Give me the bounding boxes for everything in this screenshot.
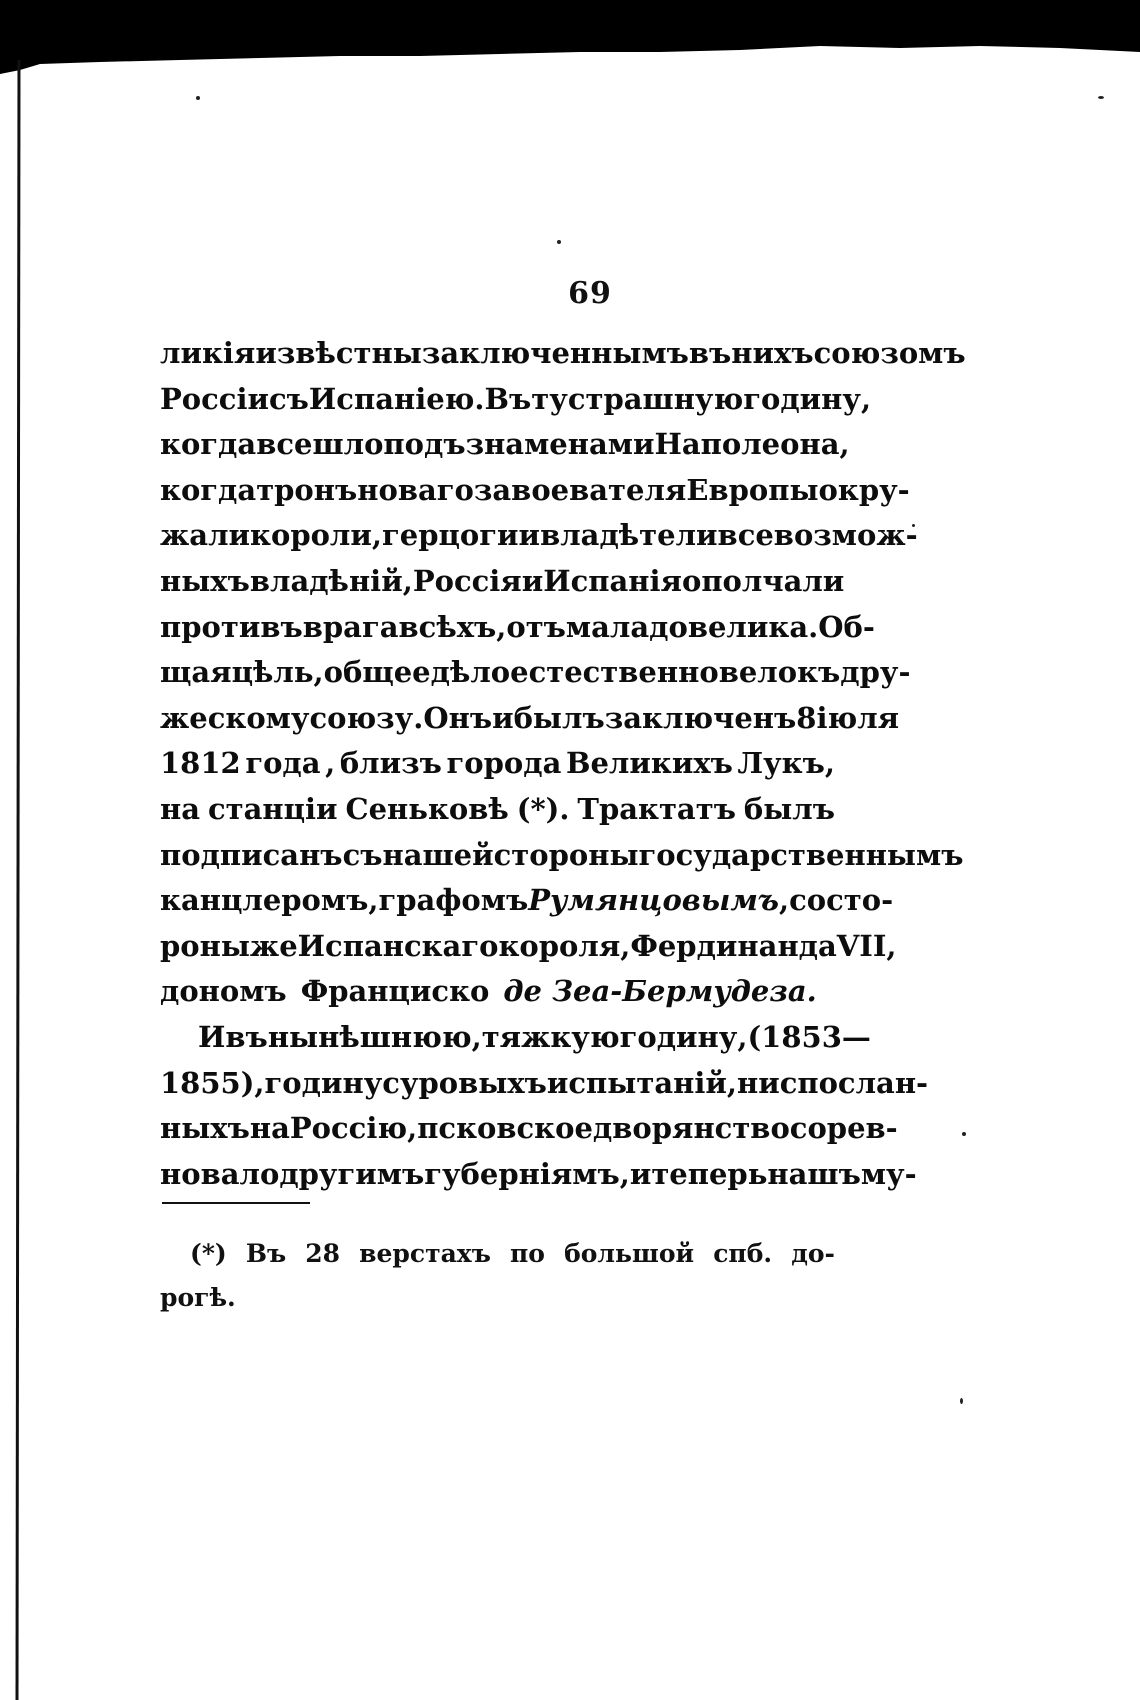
word: псковское: [417, 1111, 593, 1146]
word: отъ: [506, 609, 566, 644]
word: мала: [565, 609, 650, 644]
word: до-: [791, 1239, 835, 1268]
word: Въ: [245, 1239, 287, 1268]
footnote-line: [160, 1276, 835, 1320]
word: испытаній,: [546, 1065, 737, 1100]
word: знаменами: [465, 427, 655, 462]
word: 1812: [160, 746, 241, 781]
scan-speck: [1098, 96, 1104, 99]
word: ликія: [160, 336, 256, 370]
word: му-: [860, 1156, 917, 1191]
word: на: [160, 791, 201, 826]
word: врага: [302, 609, 399, 644]
word: къ: [797, 655, 841, 690]
text-line: [160, 1061, 929, 1107]
word: союзомъ: [813, 336, 966, 370]
word: страшную: [567, 381, 744, 416]
text-line: [160, 1152, 917, 1198]
word: верстахъ: [359, 1239, 491, 1268]
word: тяжкую: [481, 1019, 620, 1054]
text-line: [160, 833, 964, 879]
word: спб.: [713, 1239, 773, 1268]
word: годину,: [619, 1019, 748, 1054]
word: вело: [718, 655, 798, 690]
word: суровыхъ: [382, 1065, 547, 1100]
scan-speck: [196, 96, 200, 100]
word: цѣль,: [231, 655, 324, 690]
scan-speck: [960, 1398, 963, 1404]
word: Испанія: [543, 563, 682, 598]
word: Испанскаго: [297, 928, 499, 963]
word: новаго: [357, 472, 474, 507]
word: канцлеромъ,: [160, 883, 379, 918]
word: іюля: [816, 700, 900, 735]
word: извѣстны: [255, 336, 422, 370]
word: губерніямъ,: [424, 1156, 630, 1191]
word: короли,: [250, 518, 382, 553]
word: со: [789, 883, 827, 918]
word: нашей: [382, 837, 494, 872]
word: былъ: [743, 791, 835, 826]
word: Онъ: [423, 700, 493, 735]
word: (*): [190, 1239, 227, 1268]
word: Великихъ: [565, 746, 733, 781]
word: ниспослан-: [736, 1065, 929, 1100]
word: Сеньковѣ: [345, 791, 509, 826]
text-line: [160, 696, 900, 742]
text-line: [160, 605, 875, 651]
text-line: [160, 650, 911, 696]
word: союзу.: [309, 700, 424, 735]
text-line: [160, 1106, 898, 1152]
word: естественно: [510, 655, 719, 690]
text-line: [160, 377, 872, 423]
word: годину,: [743, 381, 872, 416]
word: 8: [796, 700, 817, 735]
scan-border-top: [0, 0, 1140, 110]
page-number: [0, 276, 1140, 311]
text-line: [160, 878, 894, 924]
word: Об-: [818, 609, 875, 644]
word: былъ: [513, 700, 605, 735]
word: заключенъ: [604, 700, 797, 735]
word: Румянцовымъ: [528, 883, 780, 918]
word: шло: [312, 427, 384, 462]
word: новало: [160, 1156, 280, 1191]
word: роны: [160, 928, 250, 963]
word: дѣло: [430, 655, 511, 690]
word: дру-: [840, 655, 911, 690]
word: противъ: [160, 609, 303, 644]
word: владѣній,: [249, 563, 413, 598]
scan-speck: [557, 240, 561, 244]
page-number-text: 69: [568, 276, 612, 311]
word: герцоги: [382, 518, 519, 553]
word: ,: [325, 746, 336, 781]
word: 28: [305, 1239, 341, 1268]
word: тронъ: [256, 472, 358, 507]
word: близъ: [339, 746, 442, 781]
word: завоевателя: [473, 472, 687, 507]
word: де Зеа-Бермудеза.: [503, 974, 817, 1009]
word: Россію,: [289, 1111, 418, 1146]
word: Россіи: [160, 381, 269, 416]
word: все: [256, 427, 313, 462]
word: нихъ: [731, 336, 814, 370]
word: годину: [264, 1065, 383, 1100]
text-line: [160, 1015, 871, 1061]
word: нашъ: [767, 1156, 861, 1191]
word: до: [649, 609, 688, 644]
footnote: [160, 1232, 835, 1320]
footnote-line: [160, 1232, 835, 1276]
word: подписанъ: [160, 837, 343, 872]
footnote-separator: [162, 1202, 310, 1204]
text-line: [160, 422, 850, 468]
word: же: [249, 928, 298, 963]
word: 1855),: [160, 1065, 265, 1100]
word: всѣхъ,: [398, 609, 507, 644]
word: государственнымъ: [638, 837, 964, 872]
word: VII,: [836, 928, 897, 963]
word: ныхъ: [160, 563, 250, 598]
word: велика.: [687, 609, 819, 644]
text-line: [160, 331, 966, 377]
text-line: [160, 969, 835, 1015]
word: ,: [779, 883, 790, 918]
word: ныхъ: [160, 1111, 250, 1146]
word: И: [198, 1019, 226, 1054]
word: другимъ: [279, 1156, 425, 1191]
body-text: [160, 331, 966, 1197]
word: Фердинанда: [630, 928, 837, 963]
text-line: [160, 559, 845, 605]
word: и: [521, 563, 544, 598]
scan-speck: [962, 1132, 966, 1136]
word: въ: [225, 1019, 268, 1054]
word: жали: [160, 518, 251, 553]
word: и: [492, 700, 514, 735]
word: и: [518, 518, 541, 553]
word: жескому: [160, 700, 310, 735]
word: Европы: [686, 472, 819, 507]
word: сто-: [826, 883, 894, 918]
word: всевозмож-: [717, 518, 918, 553]
word: дворянство: [592, 1111, 790, 1146]
word: сорев-: [789, 1111, 898, 1146]
word: короля,: [498, 928, 631, 963]
text-line: [160, 924, 897, 970]
text-line: [160, 468, 910, 514]
word: Трактатъ: [577, 791, 736, 826]
word: ополчали: [681, 563, 845, 598]
word: щая: [160, 655, 232, 690]
word: года: [245, 746, 321, 781]
word: стороны: [493, 837, 639, 872]
word: заключеннымъ: [421, 336, 689, 370]
word: съ: [269, 381, 309, 416]
word: когда: [160, 472, 257, 507]
word: и: [629, 1156, 652, 1191]
word: съ: [342, 837, 383, 872]
word: (1853—: [747, 1019, 871, 1054]
word: ту: [531, 381, 568, 416]
word: на: [249, 1111, 290, 1146]
word: владѣтели: [540, 518, 718, 553]
word: по: [509, 1239, 545, 1268]
word: Лукъ,: [737, 746, 835, 781]
word: подъ: [383, 427, 466, 462]
word: Россія: [412, 563, 522, 598]
word: (*).: [516, 791, 570, 826]
word: большой: [564, 1239, 695, 1268]
word: теперь: [651, 1156, 768, 1191]
text-line: [160, 741, 835, 787]
word: въ: [688, 336, 732, 370]
word: Франциско: [300, 974, 490, 1009]
word: дономъ: [160, 974, 287, 1009]
word: рогѣ.: [160, 1283, 236, 1312]
word: нынѣшнюю,: [267, 1019, 482, 1054]
word: окру-: [818, 472, 910, 507]
word: Наполеона,: [654, 427, 850, 462]
word: города: [446, 746, 562, 781]
text-line: [160, 513, 918, 559]
word: станціи: [207, 791, 338, 826]
word: графомъ: [378, 883, 529, 918]
text-line: [160, 787, 835, 833]
word: когда: [160, 427, 257, 462]
word: общее: [323, 655, 431, 690]
word: Испаніею.: [308, 381, 485, 416]
word: Въ: [484, 381, 532, 416]
